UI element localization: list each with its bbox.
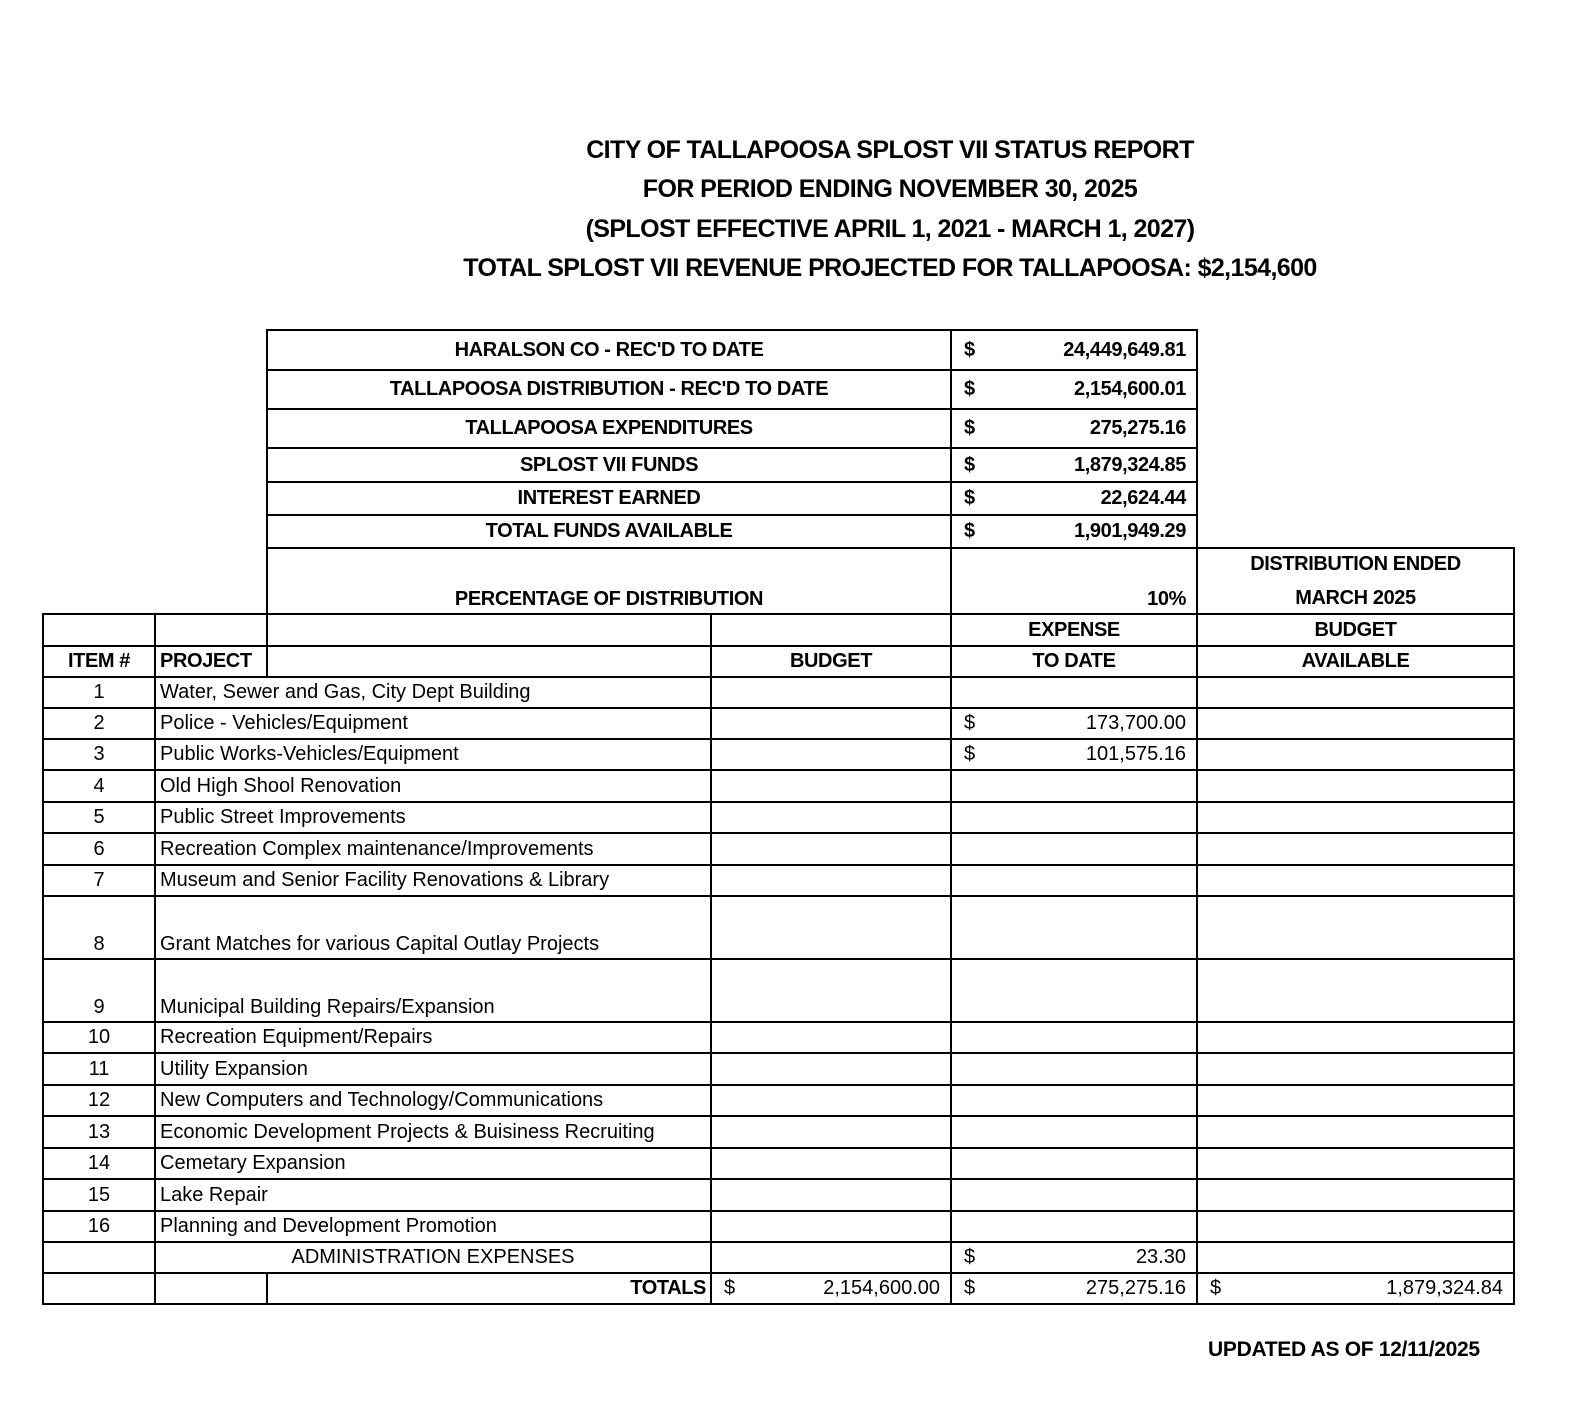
expense-cell <box>950 707 1198 740</box>
header-expense-line2: TO DATE <box>950 645 1198 678</box>
project-name: Cemetary Expansion <box>154 1147 712 1180</box>
budget-cell <box>710 958 952 1023</box>
admin-available <box>1196 1241 1515 1274</box>
summary-value-cell <box>950 408 1198 449</box>
item-number: 14 <box>42 1147 156 1180</box>
available-cell <box>1196 769 1515 803</box>
item-number: 16 <box>42 1210 156 1243</box>
budget-cell <box>710 1052 952 1086</box>
expense-value: 101,575.16 <box>1085 743 1186 765</box>
currency-symbol: $ <box>724 1277 736 1299</box>
header-blank <box>154 613 268 647</box>
available-cell <box>1196 895 1515 960</box>
expense-cell <box>950 738 1198 771</box>
available-cell <box>1196 676 1515 709</box>
available-cell <box>1196 1178 1515 1212</box>
item-number: 11 <box>42 1052 156 1086</box>
summary-label: INTEREST EARNED <box>266 481 952 516</box>
currency-symbol: $ <box>964 520 975 542</box>
summary-value: 275,275.16 <box>1089 417 1186 439</box>
expense-cell <box>950 676 1198 709</box>
currency-symbol: $ <box>964 743 976 765</box>
item-number: 10 <box>42 1021 156 1054</box>
item-number: 7 <box>42 864 156 897</box>
totals-available-value: 1,879,324.84 <box>1386 1277 1503 1299</box>
item-number: 12 <box>42 1084 156 1117</box>
budget-cell <box>710 1021 952 1054</box>
budget-cell <box>710 1210 952 1243</box>
available-cell <box>1196 1021 1515 1054</box>
header-available-line1: BUDGET <box>1196 613 1515 647</box>
admin-expense-cell <box>950 1241 1198 1274</box>
budget-cell <box>710 1115 952 1149</box>
totals-budget-cell <box>710 1272 952 1305</box>
currency-symbol: $ <box>964 378 975 400</box>
report-period: FOR PERIOD ENDING NOVEMBER 30, 2025 <box>642 175 1138 203</box>
summary-label: TOTAL FUNDS AVAILABLE <box>266 514 952 549</box>
expense-cell <box>950 1115 1198 1149</box>
available-cell <box>1196 738 1515 771</box>
budget-cell <box>710 895 952 960</box>
expense-cell <box>950 1021 1198 1054</box>
admin-budget <box>710 1241 952 1274</box>
header-available-line2: AVAILABLE <box>1196 645 1515 678</box>
report-effective-dates: (SPLOST EFFECTIVE APRIL 1, 2021 - MARCH 1, 2027) <box>585 215 1195 243</box>
available-cell <box>1196 1210 1515 1243</box>
project-name: Planning and Development Promotion <box>154 1210 712 1243</box>
currency-symbol: $ <box>964 1246 976 1268</box>
budget-cell <box>710 1178 952 1212</box>
currency-symbol: $ <box>964 487 975 509</box>
currency-symbol: $ <box>964 1277 976 1299</box>
available-cell <box>1196 832 1515 866</box>
project-name: Public Street Improvements <box>154 801 712 834</box>
project-name: Police - Vehicles/Equipment <box>154 707 712 740</box>
header-project: PROJECT <box>154 645 268 678</box>
budget-cell <box>710 676 952 709</box>
available-cell <box>1196 707 1515 740</box>
summary-value-cell <box>950 369 1198 410</box>
expense-cell <box>950 895 1198 960</box>
header-blank <box>710 613 952 647</box>
totals-expense-cell <box>950 1272 1198 1305</box>
currency-symbol: $ <box>964 712 976 734</box>
header-blank <box>266 645 712 678</box>
project-name: Recreation Equipment/Repairs <box>154 1021 712 1054</box>
available-cell <box>1196 1147 1515 1180</box>
project-name: Municipal Building Repairs/Expansion <box>154 958 712 1023</box>
header-expense-line1: EXPENSE <box>950 613 1198 647</box>
totals-label: TOTALS <box>266 1272 712 1305</box>
budget-cell <box>710 1084 952 1117</box>
summary-label: HARALSON CO - REC'D TO DATE <box>266 329 952 371</box>
summary-value-cell <box>950 447 1198 483</box>
currency-symbol: $ <box>1210 1277 1222 1299</box>
expense-cell <box>950 769 1198 803</box>
distribution-note <box>1196 547 1515 615</box>
project-name: Grant Matches for various Capital Outlay Projects <box>154 895 712 960</box>
percentage-label: PERCENTAGE OF DISTRIBUTION <box>266 547 952 615</box>
totals-budget-value: 2,154,600.00 <box>823 1277 940 1299</box>
summary-value: 1,879,324.85 <box>1074 453 1186 476</box>
totals-blank <box>42 1272 156 1305</box>
project-name: Recreation Complex maintenance/Improvements <box>154 832 712 866</box>
expense-cell <box>950 832 1198 866</box>
summary-value-cell <box>950 481 1198 516</box>
available-cell <box>1196 958 1515 1023</box>
admin-blank <box>42 1241 156 1274</box>
currency-symbol: $ <box>964 417 975 439</box>
budget-cell <box>710 864 952 897</box>
project-name: Utility Expansion <box>154 1052 712 1086</box>
project-name: Lake Repair <box>154 1178 712 1212</box>
expense-cell <box>950 1147 1198 1180</box>
budget-cell <box>710 738 952 771</box>
distribution-note-line1: DISTRIBUTION ENDED <box>1250 553 1461 575</box>
header-budget: BUDGET <box>710 645 952 678</box>
budget-cell <box>710 832 952 866</box>
item-number: 1 <box>42 676 156 709</box>
header-item: ITEM # <box>42 645 156 678</box>
percentage-value: 10% <box>950 547 1198 615</box>
expense-value: 173,700.00 <box>1085 712 1186 734</box>
summary-value: 2,154,600.01 <box>1074 378 1186 400</box>
summary-label: TALLAPOOSA EXPENDITURES <box>266 408 952 449</box>
totals-available-cell <box>1196 1272 1515 1305</box>
report-projected-revenue: TOTAL SPLOST VII REVENUE PROJECTED FOR TALLAPOOSA: $2,154,600 <box>463 254 1317 282</box>
item-number: 5 <box>42 801 156 834</box>
summary-label: SPLOST VII FUNDS <box>266 447 952 483</box>
summary-value-cell <box>950 514 1198 549</box>
summary-label: TALLAPOOSA DISTRIBUTION - REC'D TO DATE <box>266 369 952 410</box>
distribution-note-line2: MARCH 2025 <box>1295 587 1416 609</box>
updated-date: UPDATED AS OF 12/11/2025 <box>1208 1338 1480 1361</box>
expense-cell <box>950 801 1198 834</box>
item-number: 2 <box>42 707 156 740</box>
expense-cell <box>950 1084 1198 1117</box>
item-number: 6 <box>42 832 156 866</box>
report-title: CITY OF TALLAPOOSA SPLOST VII STATUS REPORT <box>586 136 1194 164</box>
item-number: 4 <box>42 769 156 803</box>
item-number: 9 <box>42 958 156 1023</box>
summary-value: 24,449,649.81 <box>1063 338 1186 361</box>
available-cell <box>1196 1084 1515 1117</box>
available-cell <box>1196 1052 1515 1086</box>
expense-cell <box>950 1052 1198 1086</box>
expense-cell <box>950 1178 1198 1212</box>
admin-expense-value: 23.30 <box>1135 1246 1186 1268</box>
available-cell <box>1196 864 1515 897</box>
totals-blank <box>154 1272 268 1305</box>
summary-value: 22,624.44 <box>1100 487 1186 509</box>
expense-cell <box>950 958 1198 1023</box>
totals-expense-value: 275,275.16 <box>1085 1277 1186 1299</box>
available-cell <box>1196 1115 1515 1149</box>
project-name: Water, Sewer and Gas, City Dept Building <box>154 676 712 709</box>
expense-cell <box>950 1210 1198 1243</box>
budget-cell <box>710 707 952 740</box>
admin-label: ADMINISTRATION EXPENSES <box>154 1241 712 1274</box>
budget-cell <box>710 769 952 803</box>
item-number: 15 <box>42 1178 156 1212</box>
item-number: 3 <box>42 738 156 771</box>
summary-value: 1,901,949.29 <box>1074 520 1186 542</box>
budget-cell <box>710 801 952 834</box>
project-name: New Computers and Technology/Communications <box>154 1084 712 1117</box>
item-number: 13 <box>42 1115 156 1149</box>
header-blank <box>266 613 712 647</box>
header-blank <box>42 613 156 647</box>
project-name: Economic Development Projects & Buisiness Recruiting <box>154 1115 712 1149</box>
budget-cell <box>710 1147 952 1180</box>
available-cell <box>1196 801 1515 834</box>
project-name: Public Works-Vehicles/Equipment <box>154 738 712 771</box>
currency-symbol: $ <box>964 453 975 476</box>
currency-symbol: $ <box>964 338 975 361</box>
summary-value-cell <box>950 329 1198 371</box>
item-number: 8 <box>42 895 156 960</box>
project-name: Museum and Senior Facility Renovations & Library <box>154 864 712 897</box>
expense-cell <box>950 864 1198 897</box>
project-name: Old High Shool Renovation <box>154 769 712 803</box>
